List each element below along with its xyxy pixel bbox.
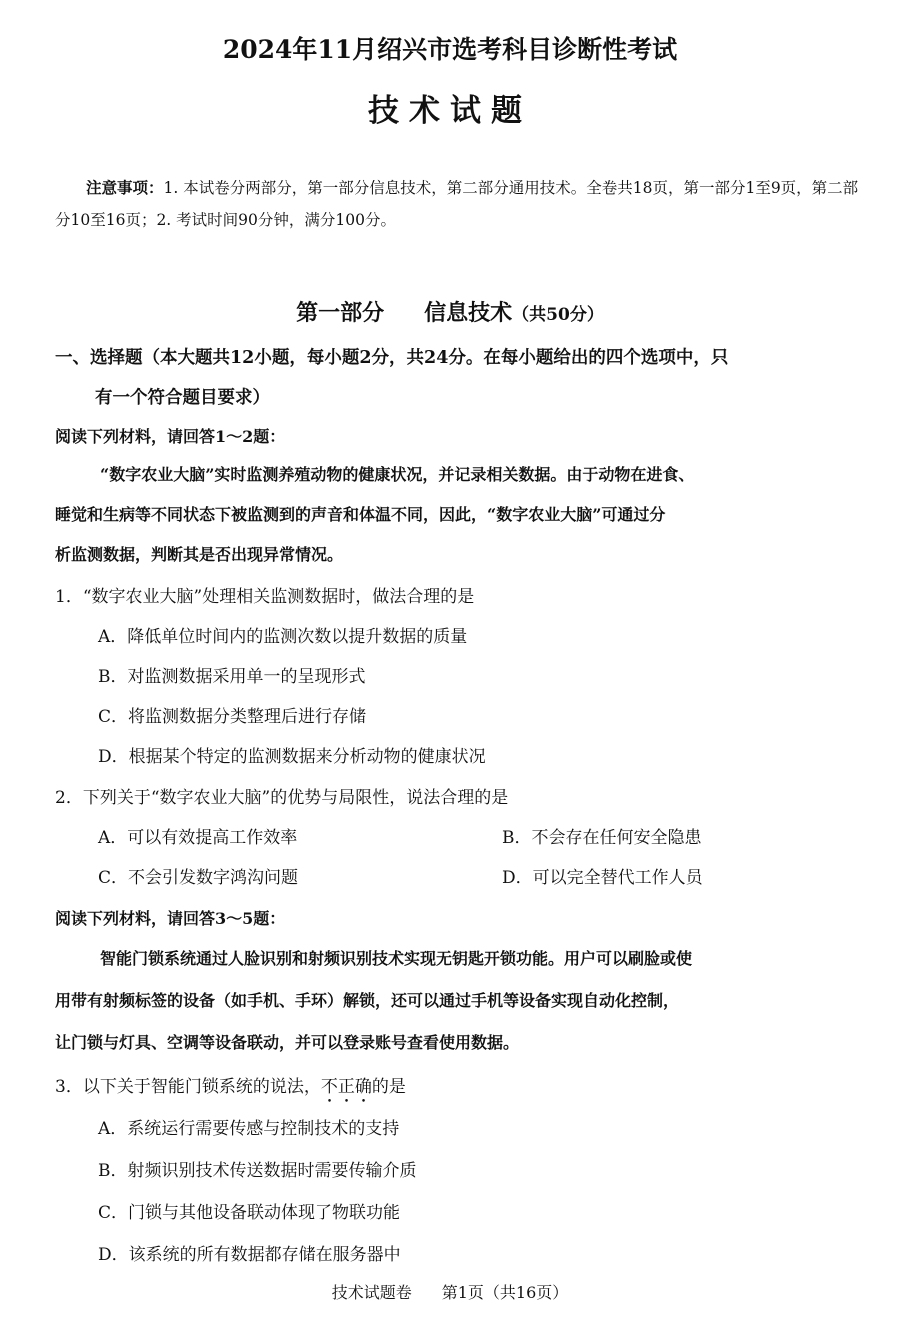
option-c: C．将监测数据分类整理后进行存储 [98, 707, 367, 727]
material-text-line: 用带有射频标签的设备（如手机、手环）解锁，还可以通过手机等设备实现自动化控制， [55, 991, 680, 1010]
notice [55, 172, 865, 236]
exam-title: 2024年11月绍兴市选考科目诊断性考试 [222, 35, 678, 64]
notice-text: 1. 本试卷分两部分，第一部分信息技术，第二部分通用技术。全卷共18页，第一部分1至9页，第二部分10至16页；2. 考试时间90分钟，满分100分。 [55, 179, 859, 229]
option-c: C．门锁与其他设备联动体现了物联功能 [98, 1203, 401, 1223]
option-b: B．射频识别技术传送数据时需要传输介质 [98, 1161, 417, 1181]
material-text-line: 析监测数据，判断其是否出现异常情况。 [55, 545, 344, 564]
emphasized-negation: 不正确 [320, 1077, 372, 1097]
question-stem [55, 1072, 406, 1107]
part-score: （共50分） [512, 305, 604, 325]
material-text-line: “数字农业大脑”实时监测养殖动物的健康状况，并记录相关数据。由于动物在进食、 [100, 465, 695, 484]
question-stem-before: 3．以下关于智能门锁系统的说法， [55, 1077, 321, 1097]
question-stem: 1．“数字农业大脑”处理相关监测数据时，做法合理的是 [55, 587, 475, 607]
part-heading [0, 296, 900, 327]
option-d: D．该系统的所有数据都存储在服务器中 [98, 1245, 401, 1265]
part-title: 第一部分 [296, 300, 385, 326]
question-stem-after: 的是 [371, 1077, 406, 1097]
material-intro: 阅读下列材料，请回答1～2题： [55, 427, 286, 446]
option-b: B．对监测数据采用单一的呈现形式 [98, 667, 366, 687]
material-text-line: 智能门锁系统通过人脸识别和射频识别技术实现无钥匙开锁功能。用户可以刷脸或使 [100, 949, 693, 968]
question-stem: 2．下列关于“数字农业大脑”的优势与局限性，说法合理的是 [55, 788, 509, 808]
option-a: A．可以有效提高工作效率 [98, 828, 298, 848]
subject-title: 技术试题 [368, 93, 532, 129]
option-d: D．根据某个特定的监测数据来分析动物的健康状况 [98, 747, 486, 767]
part-name: 信息技术 [424, 300, 513, 326]
option-c: C．不会引发数字鸿沟问题 [98, 868, 299, 888]
option-a: A．系统运行需要传感与控制技术的支持 [98, 1119, 400, 1139]
section-heading-line1: 一、选择题（本大题共12小题，每小题2分，共24分。在每小题给出的四个选项中，只 [55, 348, 729, 368]
option-b: B．不会存在任何安全隐患 [502, 828, 702, 848]
footer-page-number: 第1页（共16页） [441, 1283, 569, 1302]
option-d: D．可以完全替代工作人员 [502, 868, 703, 888]
section-heading [55, 338, 865, 418]
material-text-line: 让门锁与灯具、空调等设备联动，并可以登录账号查看使用数据。 [55, 1033, 520, 1052]
footer-name: 技术试题卷 [331, 1283, 412, 1302]
material-text-line: 睡觉和生病等不同状态下被监测到的声音和体温不同，因此，“数字农业大脑”可通过分 [55, 505, 666, 524]
page-footer [0, 1280, 900, 1303]
notice-label: 注意事项： [86, 178, 164, 197]
section-heading-line2: 有一个符合题目要求） [95, 388, 270, 408]
material-intro: 阅读下列材料，请回答3～5题： [55, 909, 286, 928]
option-a: A．降低单位时间内的监测次数以提升数据的质量 [98, 627, 468, 647]
